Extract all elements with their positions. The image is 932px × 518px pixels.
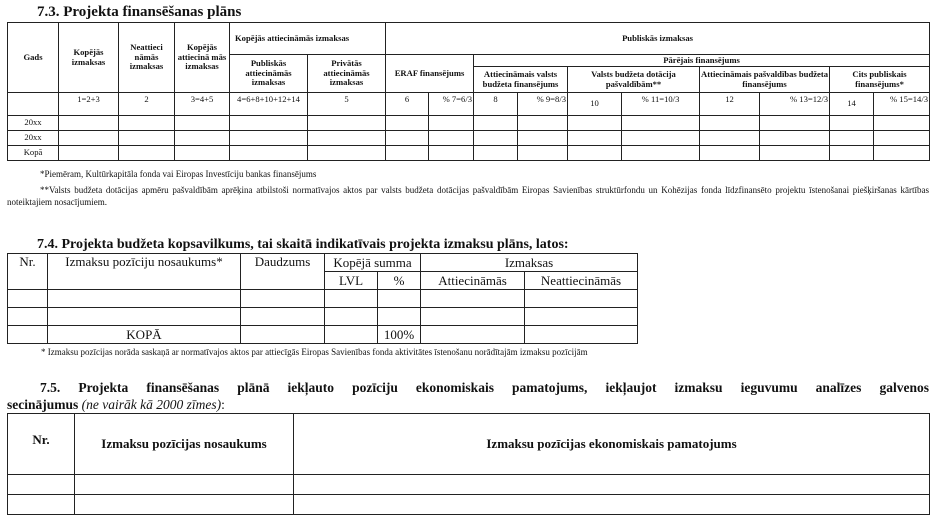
cell[interactable] (386, 146, 429, 161)
cell[interactable] (119, 131, 175, 146)
header-daudzums: Daudzums (241, 254, 325, 290)
cell[interactable] (175, 146, 230, 161)
cell[interactable] (830, 116, 874, 131)
cell[interactable] (8, 326, 48, 344)
cell[interactable] (294, 495, 930, 515)
cell[interactable] (75, 475, 294, 495)
cell[interactable] (421, 308, 525, 326)
cell[interactable] (622, 116, 700, 131)
table-row-total (8, 146, 930, 161)
cell[interactable] (700, 116, 760, 131)
cell[interactable] (421, 290, 525, 308)
cell[interactable] (525, 308, 638, 326)
cell[interactable] (308, 116, 386, 131)
cell[interactable] (59, 131, 119, 146)
row-label: Kopā (8, 146, 59, 161)
cell[interactable] (760, 131, 830, 146)
header-kopejas-attiecinamas-group: Kopējās attiecināmās izmaksas (230, 23, 386, 55)
cell[interactable] (622, 131, 700, 146)
section-75-title-part2: secinājumus (7, 397, 79, 412)
cell[interactable] (760, 116, 830, 131)
cell[interactable] (241, 308, 325, 326)
cell[interactable] (325, 308, 378, 326)
economic-justification-table (7, 413, 930, 515)
cell[interactable] (75, 495, 294, 515)
formula-cell: 4=6+8+10+12+14 (230, 93, 308, 116)
cell[interactable] (700, 146, 760, 161)
section-75-title-part1: 7.5. Projekta finansēšanas plānā iekļauto pozīciju ekonomiskais pamatojums, iekļaujot izmaksu ieguvumu analīzes galvenos (40, 380, 929, 395)
formula-cell: % 13=12/3 (760, 93, 830, 116)
cell[interactable] (325, 290, 378, 308)
header-kopejas-izmaksas: Kopējās izmaksas (59, 23, 119, 93)
cell[interactable] (568, 116, 622, 131)
cell[interactable] (48, 290, 241, 308)
formula-cell: 10 (568, 93, 622, 116)
cell[interactable] (568, 131, 622, 146)
cell[interactable] (8, 308, 48, 326)
section-75-title-end: : (221, 397, 225, 412)
header-pamatojums: Izmaksu pozīcijas ekonomiskais pamatojums (294, 414, 930, 475)
cell[interactable] (241, 326, 325, 344)
cell[interactable] (386, 131, 429, 146)
cell[interactable] (386, 116, 429, 131)
formula-cell: 1=2+3 (59, 93, 119, 116)
cell[interactable] (119, 146, 175, 161)
cell[interactable] (760, 146, 830, 161)
section-75-title-note: (ne vairāk kā 2000 zīmes) (81, 397, 222, 412)
section-74-footnote: * Izmaksu pozīcijas norāda saskaņā ar normatīvajos aktos par attiecīgās Eiropas Savienības fonda aktivitātes īstenošanu norādītajām izmaksu pozīcijām (41, 347, 588, 357)
formula-row (8, 93, 930, 116)
formula-cell: % 15=14/3 (874, 93, 930, 116)
header-privatas-attiecinamas: Privātās attiecināmās izmaksas (308, 55, 386, 93)
formula-cell: 6 (386, 93, 429, 116)
header-pasvaldibas: Attiecināmais pašvaldības budžeta finansējums (700, 67, 830, 93)
formula-cell: 2 (119, 93, 175, 116)
header-attiecinamas: Attiecināmās (421, 272, 525, 290)
header-neattiecinamas: Neattieci nāmās izmaksas (119, 23, 175, 93)
cell[interactable] (830, 146, 874, 161)
cell[interactable] (230, 146, 308, 161)
table-row (8, 131, 930, 146)
cell[interactable] (8, 495, 75, 515)
header-neattiecinamas: Neattiecināmās (525, 272, 638, 290)
header-nosaukums: Izmaksu pozīciju nosaukums* (48, 254, 241, 290)
header-lvl: LVL (325, 272, 378, 290)
cell[interactable] (378, 290, 421, 308)
cell[interactable] (230, 131, 308, 146)
formula-cell: 8 (474, 93, 518, 116)
financing-plan-table (7, 22, 930, 161)
cell[interactable] (119, 116, 175, 131)
formula-cell-empty (8, 93, 59, 116)
cell[interactable] (874, 116, 930, 131)
cell[interactable] (59, 116, 119, 131)
cell[interactable] (59, 146, 119, 161)
cell[interactable] (175, 131, 230, 146)
footnote-1: *Piemēram, Kultūrkapitāla fonda vai Eiropas Investīciju bankas finansējums (40, 169, 317, 179)
cell[interactable] (568, 146, 622, 161)
cell[interactable] (230, 116, 308, 131)
cell[interactable] (8, 290, 48, 308)
cell[interactable] (474, 146, 518, 161)
header-gads: Gads (8, 23, 59, 93)
table-row (8, 495, 930, 515)
cell[interactable] (421, 326, 525, 344)
table-row (8, 116, 930, 131)
cell[interactable] (325, 326, 378, 344)
header-izmaksas: Izmaksas (421, 254, 638, 272)
cell[interactable] (378, 308, 421, 326)
table-row (8, 475, 930, 495)
row-label: 20xx (8, 116, 59, 131)
cell[interactable] (525, 290, 638, 308)
formula-cell: 14 (830, 93, 874, 116)
section-75-title-line2 (7, 396, 225, 413)
formula-cell: 3=4+5 (175, 93, 230, 116)
header-publiskas-attiecinamas: Publiskās attiecināmās izmaksas (230, 55, 308, 93)
header-nosaukums: Izmaksu pozīcijas nosaukums (75, 414, 294, 475)
table-row-total (8, 326, 638, 344)
cell[interactable] (474, 131, 518, 146)
cell[interactable] (308, 146, 386, 161)
section-74-title: 7.4. Projekta budžeta kopsavilkums, tai skaitā indikatīvais projekta izmaksu plāns, latos: (37, 237, 569, 252)
row-label: 20xx (8, 131, 59, 146)
header-dotacija: Valsts budžeta dotācija pašvaldībām** (568, 67, 700, 93)
cell[interactable] (622, 146, 700, 161)
total-percent: 100% (378, 326, 421, 344)
formula-cell: % 7=6/3 (429, 93, 474, 116)
total-label: KOPĀ (48, 326, 241, 344)
cell[interactable] (429, 116, 474, 131)
cell[interactable] (175, 116, 230, 131)
cell[interactable] (518, 116, 568, 131)
header-nr: Nr. (8, 254, 48, 290)
cell[interactable] (830, 131, 874, 146)
section-75-title (7, 379, 929, 396)
header-parejais: Pārējais finansējums (474, 55, 930, 67)
cell[interactable] (429, 131, 474, 146)
cell[interactable] (474, 116, 518, 131)
formula-cell: % 11=10/3 (622, 93, 700, 116)
footnote-2: **Valsts budžeta dotācijas apmēru pašvaldībām aprēķina atbilstoši normatīvajos aktos par valsts budžeta dotācijas pašvaldībām Eiropas Savienības struktūrfondu un Kohēzijas fonda līdzfinansēto projektu īstenošanai piešķiršanas kārtības noteiktajiem nosacījumiem. (7, 185, 929, 207)
cell[interactable] (874, 146, 930, 161)
header-percent: % (378, 272, 421, 290)
cell[interactable] (874, 131, 930, 146)
header-eraf: ERAF finansējums (386, 55, 474, 93)
formula-cell: 5 (308, 93, 386, 116)
header-kopeja-summa: Kopējā summa (325, 254, 421, 272)
header-kopejas-attiecinamas: Kopējās attiecinā mās izmaksas (175, 23, 230, 93)
formula-cell: % 9=8/3 (518, 93, 568, 116)
cell[interactable] (308, 131, 386, 146)
header-publiskas-izmaksas: Publiskās izmaksas (386, 23, 930, 55)
cell[interactable] (700, 131, 760, 146)
cell[interactable] (48, 308, 241, 326)
budget-summary-table (7, 253, 638, 344)
cell[interactable] (294, 475, 930, 495)
cell[interactable] (8, 475, 75, 495)
formula-cell: 12 (700, 93, 760, 116)
table-row (8, 308, 638, 326)
cell[interactable] (525, 326, 638, 344)
cell[interactable] (518, 131, 568, 146)
header-nr: Nr. (8, 414, 75, 475)
section-73-title: 7.3. Projekta finansēšanas plāns (37, 4, 242, 20)
cell[interactable] (241, 290, 325, 308)
header-cits: Cits publiskais finansējums* (830, 67, 930, 93)
cell[interactable] (429, 146, 474, 161)
header-valsts-budzeta: Attiecināmais valsts budžeta finansējums (474, 67, 568, 93)
table-row (8, 290, 638, 308)
cell[interactable] (518, 146, 568, 161)
